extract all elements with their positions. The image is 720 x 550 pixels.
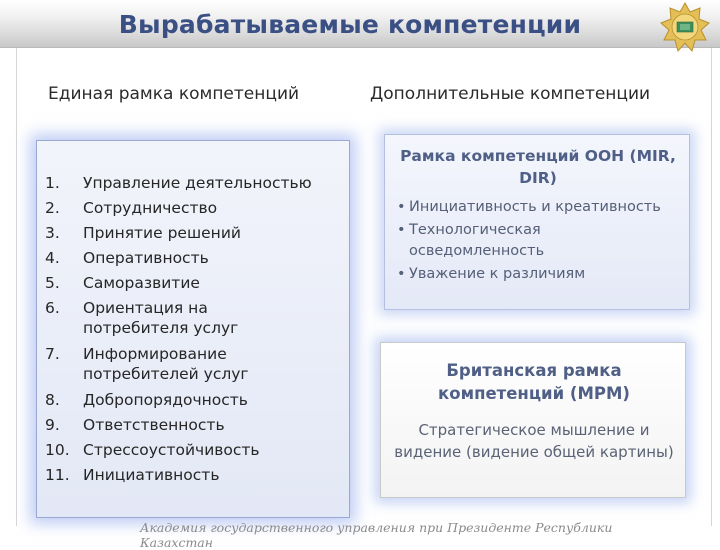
item-number: 10.	[45, 441, 70, 459]
item-text: Инициативность	[83, 466, 220, 484]
item-number: 7.	[45, 345, 60, 363]
item-text: Оперативность	[83, 249, 209, 267]
item-number: 3.	[45, 224, 60, 242]
item-number: 8.	[45, 391, 60, 409]
additional-competencies-heading: Дополнительные компетенции	[370, 84, 651, 104]
list-item	[45, 342, 355, 388]
list-item	[45, 438, 355, 463]
list-item	[45, 196, 355, 221]
right-divider	[711, 48, 712, 526]
list-item	[45, 246, 355, 271]
item-number: 5.	[45, 274, 60, 292]
item-text: Инициативность и креативность	[409, 199, 661, 215]
unified-framework-heading: Единая рамка компетенций	[48, 84, 300, 104]
list-item	[397, 197, 687, 218]
bullet: •	[397, 222, 406, 238]
item-number: 11.	[45, 466, 70, 484]
item-text: Управление деятельностью	[83, 174, 312, 192]
item-text: Технологическая осведомленность	[409, 222, 545, 259]
list-item	[45, 296, 355, 342]
item-number: 6.	[45, 299, 60, 317]
uk-framework-title: Британская рамка компетенций (МРМ)	[438, 361, 630, 403]
competency-list	[45, 171, 355, 488]
list-item	[45, 171, 355, 196]
un-framework-title: Рамка компетенций ООН (MIR, DIR)	[400, 147, 676, 187]
item-text: Стрессоустойчивость	[83, 441, 260, 459]
item-text: Сотрудничество	[83, 199, 218, 217]
uk-framework-description: Стратегическое мышление и видение (видение общей картины)	[394, 421, 674, 461]
academy-star-emblem-icon	[660, 2, 710, 52]
item-number: 9.	[45, 416, 60, 434]
item-text: Уважение к различиям	[409, 266, 586, 282]
item-text: Ответственность	[83, 416, 225, 434]
item-text: Саморазвитие	[83, 274, 200, 292]
list-item	[45, 221, 355, 246]
uk-competency-framework-box	[380, 342, 686, 498]
un-competency-list	[397, 197, 687, 287]
item-text: Ориентация на потребителя услуг	[83, 299, 239, 337]
footer-academy-name: Академия государственного управления при Президенте Республики Казахстан	[140, 520, 613, 550]
unified-competency-panel	[36, 140, 350, 518]
list-item	[397, 220, 687, 262]
left-divider	[16, 48, 17, 526]
bullet: •	[397, 266, 406, 282]
item-text: Добропорядочность	[83, 391, 248, 409]
item-number: 4.	[45, 249, 60, 267]
un-competency-framework-box	[384, 134, 690, 310]
item-text: Принятие решений	[83, 224, 241, 242]
list-item	[45, 413, 355, 438]
list-item	[45, 388, 355, 413]
item-number: 2.	[45, 199, 60, 217]
list-item	[45, 271, 355, 296]
list-item	[45, 463, 355, 488]
bullet: •	[397, 199, 406, 215]
item-number: 1.	[45, 174, 60, 192]
page-title: Вырабатываемые компетенции	[118, 10, 582, 39]
item-text: Информирование потребителей услуг	[83, 345, 249, 383]
list-item	[397, 264, 687, 285]
